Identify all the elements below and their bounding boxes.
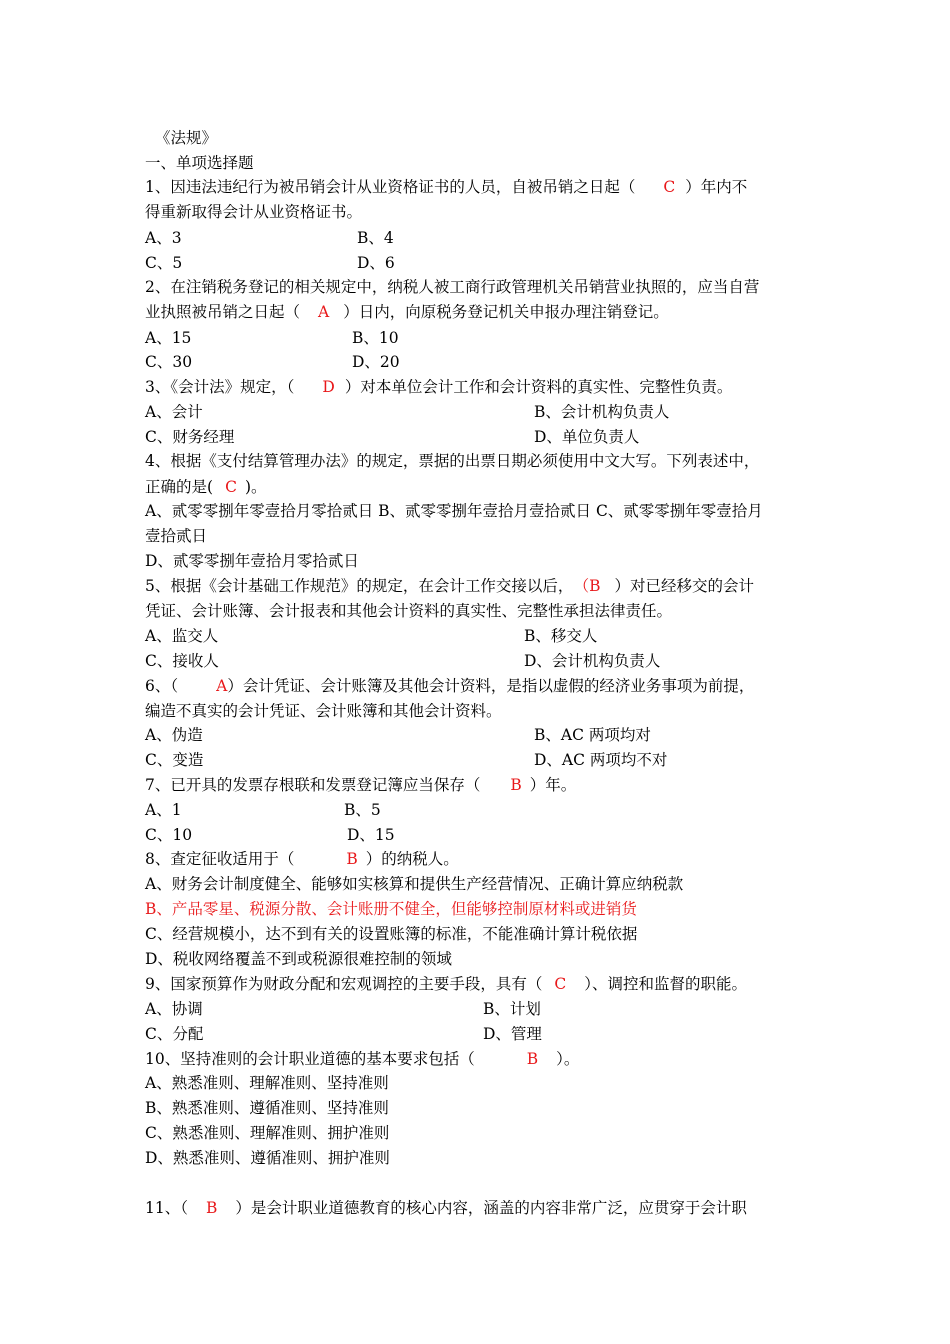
q6-option-b: B、AC 两项均对 (534, 726, 651, 744)
q9-option-b: B、计划 (483, 1000, 541, 1018)
q9-option-c: C、分配 (145, 1025, 204, 1043)
q1-option-c: C、5 (145, 254, 183, 272)
q3-option-b: B、会计机构负责人 (534, 403, 670, 421)
q1-option-d: D、6 (357, 254, 395, 272)
question-4-line-1: 4、根据《支付结算管理办法》的规定，票据的出票日期必须使用中文大写。下列表述中， (145, 452, 760, 470)
question-1-line-2: 得重新取得会计从业资格证书。 (145, 203, 363, 221)
q6-option-c: C、变造 (145, 751, 204, 769)
q8-option-b: B、产品零星、税源分散、会计账册不健全，但能够控制原材料或进销货 (145, 900, 637, 918)
q7-option-c: C、10 (145, 826, 193, 844)
q7-option-a: A、1 (145, 801, 182, 819)
q2-option-c: C、30 (145, 353, 193, 371)
doc-title: 《法规》 (155, 129, 218, 147)
question-11: 11、（ B ）是会计职业道德教育的核心内容，涵盖的内容非常广泛，应贯穿于会计职 (145, 1199, 747, 1217)
q2-option-d: D、20 (352, 353, 400, 371)
q3-option-d: D、单位负责人 (534, 428, 640, 446)
question-6-line-1: 6、（ A）会计凭证、会计账簿及其他会计资料，是指以虚假的经济业务事项为前提， (145, 677, 755, 695)
q2-option-b: B、10 (352, 329, 399, 347)
q10-option-a: A、熟悉准则、理解准则、坚持准则 (145, 1074, 389, 1092)
q4-options-abc: A、贰零零捌年零壹拾月零拾贰日 B、贰零零捌年壹拾月壹拾贰日 C、贰零零捌年零壹拾月 (145, 502, 763, 520)
answer-4: C (225, 478, 237, 496)
q5-option-b: B、移交人 (524, 627, 598, 645)
answer-1: C (663, 178, 676, 196)
q4-option-d: D、贰零零捌年壹拾月零拾贰日 (145, 552, 359, 570)
q3-option-c: C、财务经理 (145, 428, 235, 446)
q8-option-a: A、财务会计制度健全、能够如实核算和提供生产经营情况、正确计算应纳税款 (145, 875, 684, 893)
q5-option-c: C、接收人 (145, 652, 219, 670)
question-3: 3、《会计法》规定，（ D ）对本单位会计工作和会计资料的真实性、完整性负责。 (145, 378, 733, 396)
question-1-line-1: 1、因违法违纪行为被吊销会计从业资格证书的人员，自被吊销之日起（ C ）年内不 (145, 178, 748, 196)
q9-option-d: D、管理 (483, 1025, 542, 1043)
question-5-line-2: 凭证、会计账簿、会计报表和其他会计资料的真实性、完整性承担法律责任。 (145, 602, 673, 620)
q8-option-c: C、经营规模小，达不到有关的设置账簿的标准，不能准确计算计税依据 (145, 925, 638, 943)
answer-9: C (554, 975, 567, 993)
q10-option-c: C、熟悉准则、理解准则、拥护准则 (145, 1124, 390, 1142)
question-2-line-2: 业执照被吊销之日起（ A ）日内，向原税务登记机关申报办理注销登记。 (145, 303, 669, 321)
q7-option-d: D、15 (347, 826, 395, 844)
q7-option-b: B、5 (344, 801, 381, 819)
answer-6: A (216, 677, 228, 695)
question-4-line-2: 正确的是( C )。 (145, 478, 267, 496)
answer-10: B (526, 1050, 539, 1068)
question-5-line-1: 5、根据《会计基础工作规范》的规定，在会计工作交接以后， （B ）对已经移交的会计 (145, 577, 755, 595)
q5-option-a: A、监交人 (145, 627, 219, 645)
q10-option-d: D、熟悉准则、遵循准则、拥护准则 (145, 1149, 390, 1167)
question-10: 10、坚持准则的会计职业道德的基本要求包括（ B ）。 (145, 1050, 580, 1068)
q6-option-a: A、伪造 (145, 726, 203, 744)
section-heading: 一、单项选择题 (145, 154, 254, 172)
question-9: 9、国家预算作为财政分配和宏观调控的主要手段，具有（ C ）、调控和监督的职能。 (145, 975, 748, 993)
q9-option-a: A、协调 (145, 1000, 203, 1018)
q1-option-b: B、4 (357, 229, 394, 247)
q5-option-d: D、会计机构负责人 (524, 652, 661, 670)
question-7: 7、已开具的发票存根联和发票登记簿应当保存（ B ）年。 (145, 776, 577, 794)
q3-option-a: A、会计 (145, 403, 203, 421)
question-2-line-1: 2、在注销税务登记的相关规定中，纳税人被工商行政管理机关吊销营业执照的，应当自营 (145, 278, 760, 296)
answer-3: D (322, 378, 335, 396)
answer-8: B (346, 850, 358, 868)
question-6-line-2: 编造不真实的会计凭证、会计账簿和其他会计资料。 (145, 702, 502, 720)
answer-11: B (205, 1199, 218, 1217)
answer-2: A (318, 303, 330, 321)
answer-7: B (510, 776, 522, 794)
q6-option-d: D、AC 两项均不对 (534, 751, 668, 769)
q1-option-a: A、3 (145, 229, 182, 247)
q4-options-abc-cont: 壹拾贰日 (145, 527, 208, 545)
question-8: 8、查定征收适用于（ B ）的纳税人。 (145, 850, 459, 868)
q2-option-a: A、15 (145, 329, 192, 347)
answer-5: （B (581, 577, 601, 595)
q8-option-d: D、税收网络覆盖不到或税源很难控制的领域 (145, 950, 452, 968)
q10-option-b: B、熟悉准则、遵循准则、坚持准则 (145, 1099, 389, 1117)
